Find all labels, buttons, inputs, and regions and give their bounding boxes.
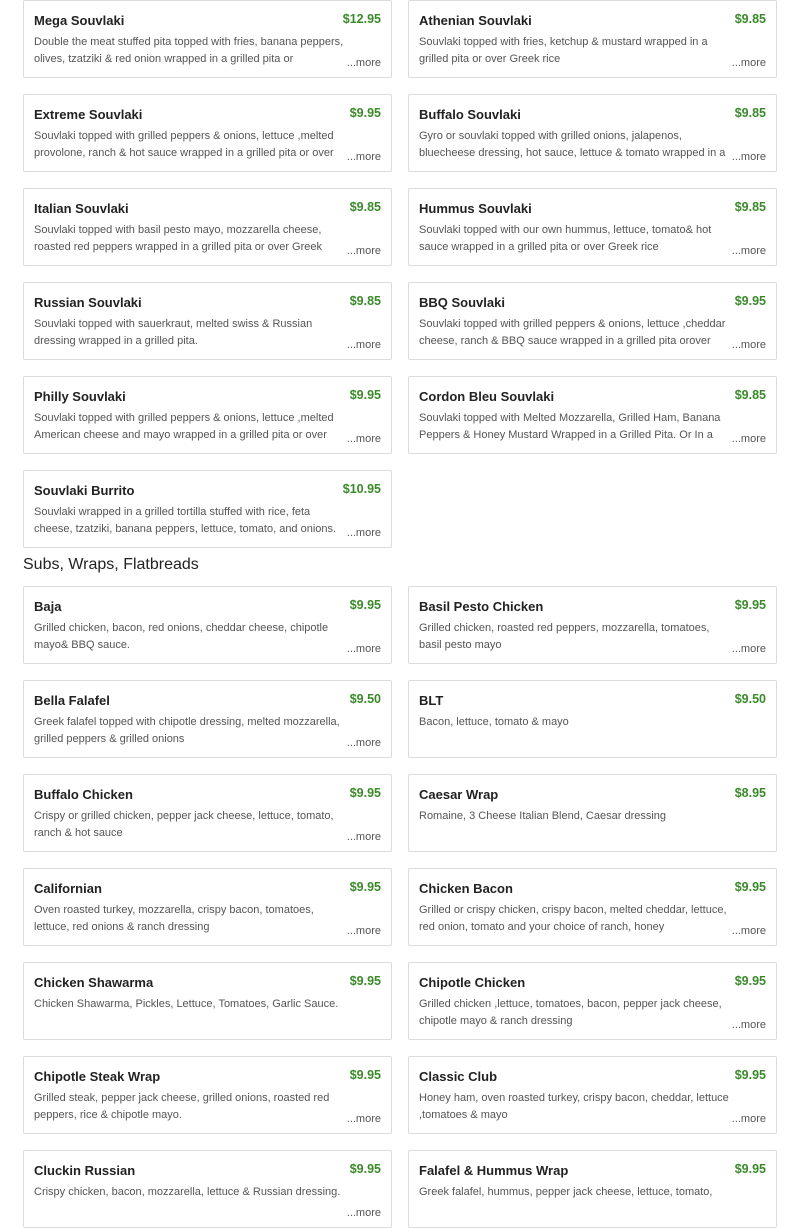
menu-item-description: Crispy or grilled chicken, pepper jack cheese, lettuce, tomato, ranch & hot sauce <box>34 810 334 839</box>
menu-item-price: $9.95 <box>349 786 381 800</box>
menu-item-price: $9.95 <box>349 598 381 612</box>
menu-item-description: Double the meat stuffed pita topped with fries, banana peppers, olives, tzatziki & red onion wrapped in a grilled pita or <box>34 36 344 65</box>
menu-item-name: Chipotle Chicken <box>419 975 526 990</box>
more-link[interactable]: ...more <box>346 1113 381 1125</box>
menu-item-card[interactable] <box>23 188 392 266</box>
menu-item-price: $9.95 <box>349 1068 381 1082</box>
menu-item-name: Chicken Shawarma <box>34 975 154 990</box>
more-link[interactable]: ...more <box>731 245 766 257</box>
more-link[interactable]: ...more <box>346 737 381 749</box>
menu-item-description: Grilled chicken, roasted red peppers, mozzarella, tomatoes, basil pesto mayo <box>419 622 710 651</box>
menu-item-name: Philly Souvlaki <box>34 389 126 404</box>
menu-item-price: $8.95 <box>734 786 766 800</box>
menu-item-card[interactable] <box>408 188 777 266</box>
more-link[interactable]: ...more <box>346 339 381 351</box>
menu-item-price: $9.95 <box>734 974 766 988</box>
more-link[interactable]: ...more <box>731 151 766 163</box>
menu-item-card[interactable] <box>408 376 777 454</box>
more-link[interactable]: ...more <box>346 925 381 937</box>
menu-item-price: $9.95 <box>734 598 766 612</box>
menu-item-description: Souvlaki topped with sauerkraut, melted swiss & Russian dressing wrapped in a grilled pita. <box>34 318 313 347</box>
menu-item-description: Souvlaki topped with grilled peppers & onions, lettuce ,melted American cheese and mayo wrapped in a grilled pita or over <box>34 412 334 441</box>
menu-item-card[interactable] <box>23 470 392 548</box>
menu-item-description: Grilled chicken ,lettuce, tomatoes, bacon, pepper jack cheese, chipotle mayo & ranch dressing <box>419 998 722 1027</box>
menu-item-price: $9.95 <box>734 1162 766 1176</box>
menu-item-card[interactable] <box>23 94 392 172</box>
menu-item-price: $9.85 <box>734 106 766 120</box>
menu-item-description: Romaine, 3 Cheese Italian Blend, Caesar dressing <box>419 810 667 822</box>
menu-item-description: Souvlaki topped with grilled peppers & onions, lettuce ,cheddar cheese, ranch & BBQ sauce wrapped in a grilled pita orover <box>419 318 726 347</box>
menu-item-description: Souvlaki wrapped in a grilled tortilla stuffed with rice, feta cheese, tzatziki, banana peppers, lettuce, tomato, and onions. <box>34 506 337 535</box>
menu-item-description: Crispy chicken, bacon, mozzarella, lettuce & Russian dressing. <box>34 1186 341 1198</box>
menu-item-card[interactable] <box>408 868 777 946</box>
menu-item-price: $9.95 <box>734 294 766 308</box>
more-link[interactable]: ...more <box>731 339 766 351</box>
souvlaki-menu-grid <box>23 0 777 548</box>
menu-item-name: Hummus Souvlaki <box>419 201 532 216</box>
more-link[interactable]: ...more <box>346 245 381 257</box>
menu-item-name: Basil Pesto Chicken <box>419 599 544 614</box>
menu-item-card[interactable] <box>408 1150 777 1228</box>
menu-item-name: BLT <box>419 693 444 708</box>
menu-item-description: Grilled or crispy chicken, crispy bacon, melted cheddar, lettuce, red onion, tomato and your choice of ranch, honey <box>419 904 727 933</box>
section-title-subs: Subs, Wraps, Flatbreads <box>23 556 199 573</box>
menu-item-name: Bella Falafel <box>34 693 110 708</box>
menu-item-price: $12.95 <box>342 12 381 26</box>
menu-item-card[interactable] <box>408 0 777 78</box>
menu-item-card[interactable] <box>23 586 392 664</box>
more-link[interactable]: ...more <box>731 925 766 937</box>
menu-item-card[interactable] <box>408 1056 777 1134</box>
menu-item-card[interactable] <box>23 1056 392 1134</box>
more-link[interactable]: ...more <box>346 151 381 163</box>
menu-item-name: Italian Souvlaki <box>34 201 129 216</box>
menu-item-description: Souvlaki topped with Melted Mozzarella, Grilled Ham, Banana Peppers & Honey Mustard Wrapped in a Grilled Pita. Or In a <box>419 412 721 441</box>
menu-item-description: Greek falafel topped with chipotle dressing, melted mozzarella, grilled peppers & grilled onions <box>34 716 340 745</box>
menu-item-price: $10.95 <box>342 482 381 496</box>
menu-item-price: $9.95 <box>734 880 766 894</box>
more-link[interactable]: ...more <box>731 57 766 69</box>
menu-item-name: Falafel & Hummus Wrap <box>419 1163 569 1178</box>
menu-item-name: Californian <box>34 881 102 896</box>
more-link[interactable]: ...more <box>346 527 381 539</box>
menu-item-card[interactable] <box>23 1150 392 1228</box>
menu-item-card[interactable] <box>408 774 777 852</box>
more-link[interactable]: ...more <box>731 1113 766 1125</box>
menu-item-description: Oven roasted turkey, mozzarella, crispy bacon, tomatoes, lettuce, red onions & ranch dressing <box>34 904 314 933</box>
menu-item-name: Cluckin Russian <box>34 1163 136 1178</box>
menu-item-name: Caesar Wrap <box>419 787 499 802</box>
menu-item-price: $9.95 <box>349 388 381 402</box>
menu-item-price: $9.95 <box>349 974 381 988</box>
menu-item-card[interactable] <box>408 962 777 1040</box>
menu-item-price: $9.95 <box>734 1068 766 1082</box>
subs-menu-grid <box>23 586 777 1228</box>
menu-item-name: Athenian Souvlaki <box>419 13 532 28</box>
menu-item-name: Classic Club <box>419 1069 498 1084</box>
menu-item-price: $9.95 <box>349 1162 381 1176</box>
menu-item-price: $9.85 <box>349 294 381 308</box>
menu-item-description: Souvlaki topped with fries, ketchup & mustard wrapped in a grilled pita or over Greek rice <box>419 36 708 65</box>
menu-item-card[interactable] <box>23 0 392 78</box>
menu-item-description: Gyro or souvlaki topped with grilled onions, jalapenos, bluecheese dressing, hot sauce, lettuce & tomato wrapped in a <box>419 130 726 159</box>
menu-item-name: Buffalo Souvlaki <box>419 107 521 122</box>
more-link[interactable]: ...more <box>346 433 381 445</box>
menu-item-price: $9.95 <box>349 106 381 120</box>
menu-item-name: Chipotle Steak Wrap <box>34 1069 161 1084</box>
menu-item-description: Souvlaki topped with grilled peppers & onions, lettuce ,melted provolone, ranch & hot sauce wrapped in a grilled pita or over <box>34 130 334 159</box>
menu-item-price: $9.50 <box>734 692 766 706</box>
more-link[interactable]: ...more <box>346 643 381 655</box>
menu-item-card[interactable] <box>23 376 392 454</box>
menu-item-description: Greek falafel, hummus, pepper jack cheese, lettuce, tomato, <box>419 1186 713 1198</box>
menu-item-description: Chicken Shawarma, Pickles, Lettuce, Tomatoes, Garlic Sauce. <box>34 998 339 1010</box>
menu-item-card[interactable] <box>23 962 392 1040</box>
more-link[interactable]: ...more <box>346 1207 381 1219</box>
more-link[interactable]: ...more <box>346 831 381 843</box>
menu-item-description: Bacon, lettuce, tomato & mayo <box>419 716 569 728</box>
more-link[interactable]: ...more <box>731 1019 766 1031</box>
more-link[interactable]: ...more <box>731 433 766 445</box>
menu-item-name: Baja <box>34 599 62 614</box>
menu-item-description: Grilled steak, pepper jack cheese, grilled onions, roasted red peppers, rice & chipotle mayo. <box>34 1092 330 1121</box>
menu-item-price: $9.85 <box>734 388 766 402</box>
menu-item-description: Souvlaki topped with our own hummus, lettuce, tomato& hot sauce wrapped in a grilled pita or over Greek rice <box>419 224 712 253</box>
menu-item-card[interactable] <box>23 774 392 852</box>
menu-item-name: Extreme Souvlaki <box>34 107 143 122</box>
menu-item-price: $9.95 <box>349 880 381 894</box>
more-link[interactable]: ...more <box>731 643 766 655</box>
menu-item-name: Cordon Bleu Souvlaki <box>419 389 555 404</box>
menu-item-card[interactable] <box>408 94 777 172</box>
menu-item-price: $9.85 <box>734 200 766 214</box>
menu-item-name: Mega Souvlaki <box>34 13 125 28</box>
menu-item-price: $9.50 <box>349 692 381 706</box>
menu-item-card[interactable] <box>23 868 392 946</box>
menu-item-name: Souvlaki Burrito <box>34 483 135 498</box>
menu-item-description: Honey ham, oven roasted turkey, crispy bacon, cheddar, lettuce ,tomatoes & mayo <box>419 1092 729 1121</box>
menu-item-name: Russian Souvlaki <box>34 295 142 310</box>
menu-item-card[interactable] <box>408 680 777 758</box>
menu-item-price: $9.85 <box>734 12 766 26</box>
menu-item-card[interactable] <box>23 680 392 758</box>
menu-item-description: Souvlaki topped with basil pesto mayo, mozzarella cheese, roasted red peppers wrapped in a grilled pita or over Greek <box>34 224 322 253</box>
menu-item-name: Buffalo Chicken <box>34 787 133 802</box>
menu-item-card[interactable] <box>23 282 392 360</box>
menu-item-name: Chicken Bacon <box>419 881 513 896</box>
menu-item-card[interactable] <box>408 282 777 360</box>
more-link[interactable]: ...more <box>346 57 381 69</box>
menu-item-price: $9.85 <box>349 200 381 214</box>
menu-item-name: BBQ Souvlaki <box>419 295 505 310</box>
menu-item-description: Grilled chicken, bacon, red onions, cheddar cheese, chipotle mayo& BBQ sauce. <box>34 622 329 651</box>
menu-item-card[interactable] <box>408 586 777 664</box>
